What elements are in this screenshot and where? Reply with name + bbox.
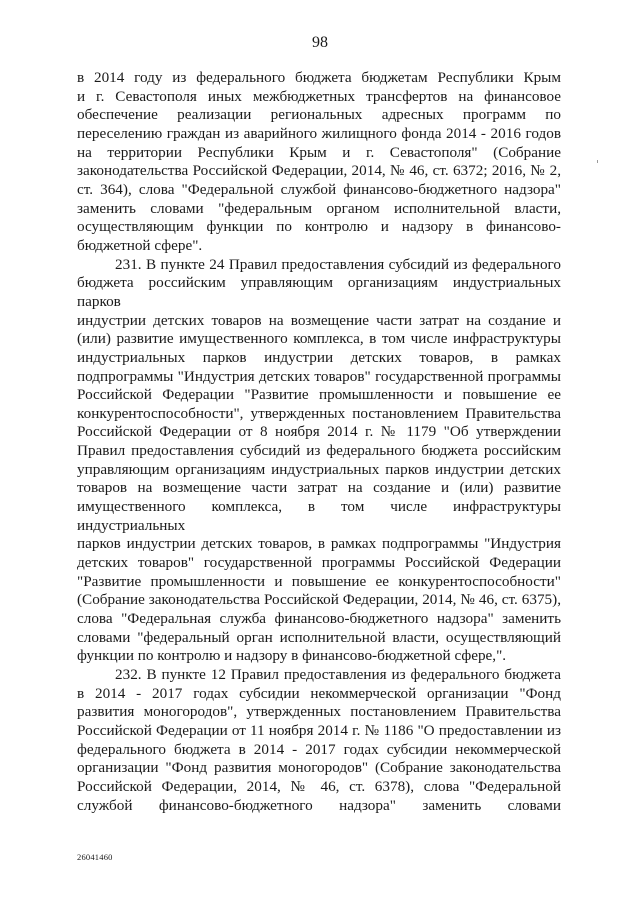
text-line: функции по контролю и надзору в финансово-бюджетной сфере,". [77,647,507,665]
document-id: 26041460 [77,852,113,862]
text-line: 232. В пункте 12 Правил предоставления из федерального бюджета [115,666,561,683]
text-line: "Развитие промышленности и повышение ее конкурентоспособности" [77,572,561,590]
text-line: Правил предоставления субсидий из федерального бюджета российским [77,442,561,460]
text-line: подпрограммы "Индустрия детских товаров" государственной программы [77,367,561,385]
text-line: организации "Фонд развития моногородов" (Собрание законодательства [77,759,561,777]
text-line: в 2014 - 2017 годах субсидии некоммерческой организации "Фонд [77,684,561,702]
text-line: словами "федеральный орган исполнительной власти, осуществляющий [77,628,561,646]
text-line: (или) развитие имущественного комплекса, в том числе инфраструктуры [77,330,561,348]
text-line: и г. Севастополя иных межбюджетных трансфертов на финансовое [77,87,561,105]
text-line: переселению граждан из аварийного жилищного фонда 2014 - 2016 годов [77,124,561,142]
text-line: индустриальных парков индустрии детских товаров, в рамках [77,348,561,366]
text-line: на территории Республики Крым и г. Севастополя" (Собрание [77,143,561,161]
text-line: бюджетной сфере". [77,236,203,254]
page-number: 98 [312,34,328,51]
text-line: Российской Федерации "Развитие промышленности и повышение ее [77,386,561,404]
text-line: заменить словами "федеральным органом исполнительной власти, [77,199,561,217]
text-line: федерального бюджета в 2014 - 2017 годах субсидии некоммерческой [77,740,561,758]
text-line: имущественного комплекса, в том числе инфраструктуры индустриальных [77,498,561,534]
text-line: бюджета российским управляющим организациям индустриальных парков [77,274,561,310]
text-line: службой финансово-бюджетного надзора" заменить словами [77,796,561,814]
text-line: развития моногородов", утвержденных постановлением Правительства [77,703,561,721]
text-line: управляющим организациям индустриальных парков индустрии детских [77,460,561,478]
margin-mark [597,160,598,163]
text-line: индустрии детских товаров на возмещение части затрат на создание и [77,311,561,329]
text-line: слова "Федеральная служба финансово-бюджетного надзора" заменить [77,610,561,628]
text-line: конкурентоспособности", утвержденных постановлением Правительства [77,404,561,422]
text-line: парков индустрии детских товаров, в рамках подпрограммы "Индустрия [77,535,561,553]
text-line: детских товаров" государственной программы Российской Федерации [77,554,561,572]
text-line: 231. В пункте 24 Правил предоставления субсидий из федерального [115,255,561,273]
text-line: осуществляющим функции по контролю и надзору в финансово- [77,218,561,236]
text-line: обеспечение реализации региональных адресных программ по [77,106,561,124]
text-line: ст. 364), слова "Федеральной службой финансово-бюджетного надзора" [77,180,561,198]
text-line: в 2014 году из федерального бюджета бюджетам Республики Крым [77,69,561,86]
document-body [77,69,561,815]
text-line: законодательства Российской Федерации, 2014, № 46, ст. 6372; 2016, № 2, [77,162,561,180]
text-line: товаров на возмещение части затрат на создание и (или) развитие [77,479,561,497]
text-line: Российской Федерации от 11 ноября 2014 г. № 1186 "О предоставлении из [77,721,561,739]
text-line: (Собрание законодательства Российской Федерации, 2014, № 46, ст. 6375), [77,591,561,609]
text-line: Российской Федерации от 8 ноября 2014 г. № 1179 "Об утверждении [77,423,561,441]
text-line: Российской Федерации, 2014, № 46, ст. 6378), слова "Федеральной [77,777,561,795]
